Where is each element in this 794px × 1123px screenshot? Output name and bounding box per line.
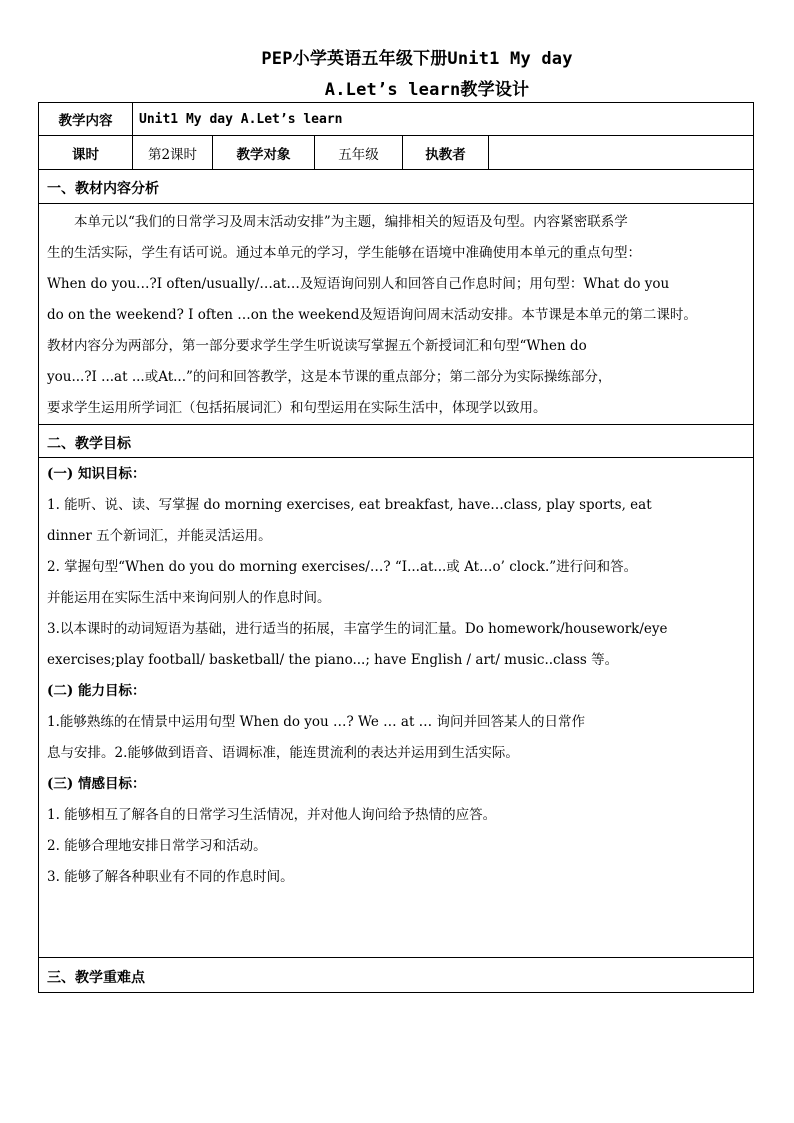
- emotion-line: 3. 能够了解各种职业有不同的作息时间。: [47, 869, 294, 885]
- document-title: PEP小学英语五年级下册Unit1 My day: [261, 49, 573, 69]
- period-label: 课时: [39, 136, 133, 169]
- section1-line: 要求学生运用所学词汇（包括拓展词汇）和句型运用在实际生活中，体现学以致用。: [47, 400, 547, 416]
- document-subtitle: A.Let’s learn教学设计: [324, 80, 530, 100]
- section3-heading-row: [39, 958, 753, 992]
- content-label: 教学内容: [39, 103, 133, 135]
- section1-paragraph: [47, 207, 745, 424]
- knowledge-line: 2. 掌握句型“When do you do morning exercises/…? “I...at...或 At…o’ clock.”进行问和答。: [47, 559, 638, 575]
- teacher-label: 执教者: [403, 136, 489, 169]
- section2-heading: 二、教学目标: [47, 436, 131, 452]
- knowledge-goals-heading: (一) 知识目标：: [47, 466, 146, 482]
- lesson-plan-table: [38, 102, 754, 993]
- section1-line: do on the weekend? I often …on the weekend及短语询问周末活动安排。本节课是本单元的第二课时。: [47, 307, 697, 323]
- section2-heading-row: [39, 425, 753, 458]
- section3-heading: 三、教学重难点: [47, 970, 145, 986]
- knowledge-line: exercises;play football/ basketball/ the piano...; have English / art/ music..class 等。: [47, 652, 619, 668]
- section2-body-row: [39, 458, 753, 958]
- section1-line: 教材内容分为两部分，第一部分要求学生学生听说读写掌握五个新授词汇和句型“When do: [47, 338, 587, 354]
- section1-line: 生的生活实际，学生有话可说。通过本单元的学习，学生能够在语境中准确使用本单元的重点句型：: [47, 245, 641, 261]
- knowledge-line: 3.以本课时的动词短语为基础，进行适当的拓展，丰富学生的词汇量。Do homework/housework/eye: [47, 621, 668, 637]
- knowledge-line: 并能运用在实际生活中来询问别人的作息时间。: [47, 590, 331, 606]
- ability-goals-heading: (二) 能力目标：: [47, 683, 146, 699]
- content-row: [39, 103, 753, 136]
- emotion-goals-heading: (三) 情感目标：: [47, 776, 146, 792]
- knowledge-line: 1. 能听、说、读、写掌握 do morning exercises, eat breakfast, have…class, play sports, eat: [47, 497, 652, 513]
- period-row: [39, 136, 753, 170]
- ability-line: 息与安排。2.能够做到语音、语调标准，能连贯流利的表达并运用到生活实际。: [47, 745, 519, 761]
- section1-heading: 一、教材内容分析: [47, 181, 159, 197]
- emotion-line: 2. 能够合理地安排日常学习和活动。: [47, 838, 267, 854]
- ability-line: 1.能够熟练的在情景中运用句型 When do you …? We … at … 询问并回答某人的日常作: [47, 714, 585, 730]
- section1-line: you...?I ...at ...或At...”的问和回答教学，这是本节课的重点部分；第二部分为实际操练部分，: [47, 369, 612, 385]
- section2-content: [47, 459, 745, 893]
- audience-value: 五年级: [315, 136, 403, 169]
- section1-heading-row: [39, 170, 753, 204]
- audience-label: 教学对象: [213, 136, 315, 169]
- teacher-value: [489, 136, 753, 169]
- section1-line: When do you…?I often/usually/…at…及短语询问别人和回答自己作息时间；用句型：What do you: [47, 276, 670, 292]
- emotion-line: 1. 能够相互了解各自的日常学习生活情况，并对他人询问给予热情的应答。: [47, 807, 497, 823]
- content-value: Unit1 My day A.Let’s learn: [139, 111, 343, 127]
- knowledge-line: dinner 五个新词汇，并能灵活运用。: [47, 528, 272, 544]
- period-value: 第2课时: [133, 136, 213, 169]
- section1-body-row: [39, 204, 753, 425]
- section1-line: 本单元以“我们的日常学习及周末活动安排”为主题，编排相关的短语及句型。内容紧密联系学: [74, 214, 628, 230]
